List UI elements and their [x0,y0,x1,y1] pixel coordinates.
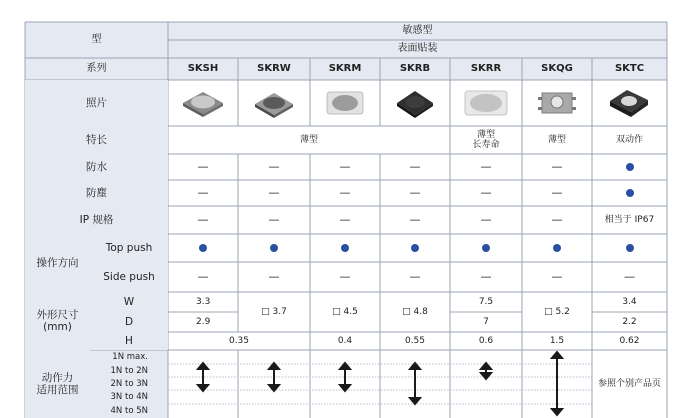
bullet-dot-icon [553,244,561,252]
dustproof-row-label: 防塵 [25,180,168,206]
side-push-skrr: — [480,269,492,283]
model-skqg: SKQG [541,63,573,75]
dim-skrr-d: 7 [483,316,489,327]
photo-skrb [397,91,433,118]
ip-sktc: 相当于 IP67 [604,214,655,225]
force-label: 动作力 适用范围 [25,350,90,418]
bullet-dot-icon [199,244,207,252]
side-push-sksh: — [197,269,209,283]
series-label: 系列 [86,63,107,75]
top-push-skrm [310,234,380,262]
side-push-label: Side push [90,262,168,292]
feature-skqg: 薄型 [547,134,566,145]
bullet-dot-icon [626,163,634,171]
force-arrow-skqg [552,352,562,415]
model-skrr: SKRR [470,63,502,75]
dim-h-sktc: 0.62 [619,335,640,346]
mount-label: 表面贴装 [397,43,438,55]
model-skrm: SKRM [328,63,362,75]
force-level-1: 1N max. [112,352,148,362]
feature-skrr: 薄型 长寿命 [472,129,500,150]
dim-h-skrr: 0.6 [478,335,494,346]
ip-skrr: — [480,212,492,226]
photo-row-label: 照片 [25,80,168,126]
waterproof-skqg: — [551,159,563,173]
photo-skrw [255,93,293,118]
feature-row-label: 特长 [25,126,168,154]
side-push-skrw: — [268,269,280,283]
dim-sktc-w: 3.4 [622,296,637,307]
bullet-dot-icon [270,244,278,252]
feature-thin: 薄型 [299,134,318,145]
h-label: H [90,332,168,350]
top-push-label: Top push [90,234,168,262]
waterproof-skrw: — [268,159,280,173]
dustproof-skrb: — [409,185,421,199]
photo-skrr [465,91,507,115]
photo-sksh [183,92,223,117]
force-arrow-skrb [410,363,420,404]
dim-skrw-wd: □ 3.7 [261,306,287,317]
dustproof-sksh: — [197,185,209,199]
force-level-3: 2N to 3N [110,379,148,389]
force-level-4: 3N to 4N [110,392,148,402]
side-push-sktc: — [624,269,635,283]
bullet-dot-icon [411,244,419,252]
ip-sksh: — [197,212,209,226]
d-label: D [90,312,168,332]
dim-skrr-w: 7.5 [478,296,494,307]
dustproof-skqg: — [551,185,563,199]
model-skrw: SKRW [257,63,291,75]
waterproof-row-label: 防水 [25,154,168,180]
bullet-dot-icon [626,244,634,252]
product-photos [168,80,667,126]
bullet-dot-icon [482,244,490,252]
bullet-dot-icon [341,244,349,252]
dimensions-label: 外形尺寸 (mm) [25,292,90,350]
dim-h-sksh-skrw: 0.35 [228,335,250,346]
model-sksh: SKSH [187,63,219,75]
model-skrb: SKRB [399,63,431,75]
ip-row-label: IP 规格 [25,206,168,234]
waterproof-skrm: — [339,159,351,173]
dim-skrm-wd: □ 4.5 [332,306,358,317]
waterproof-skrr: — [480,159,492,173]
top-push-sksh [168,234,238,262]
force-note: 参照个别产品页 [597,378,661,389]
type-label: 型 [91,34,102,46]
top-push-skrb [380,234,450,262]
force-level-2: 1N to 2N [110,366,148,376]
category-label: 敏感型 [402,25,433,37]
dustproof-skrm: — [339,185,351,199]
w-label: W [90,292,168,312]
model-sktc: SKTC [614,63,645,75]
top-push-skqg [522,234,592,262]
dim-sksh-d: 2.9 [196,316,211,327]
dim-skrb-wd: □ 4.8 [402,306,428,317]
side-push-skrb: — [409,269,421,283]
waterproof-sktc [592,154,667,180]
top-push-sktc [592,234,667,262]
dustproof-skrr: — [480,185,492,199]
dustproof-skrw: — [268,185,280,199]
dim-skqg-wd: □ 5.2 [544,306,570,317]
ip-skrw: — [268,212,280,226]
ip-skrb: — [409,212,421,226]
side-push-skrm: — [339,269,351,283]
feature-sktc: 双动作 [615,134,643,145]
top-push-skrw [238,234,310,262]
photo-skqg [538,93,576,113]
dim-sktc-d: 2.2 [622,316,637,327]
dim-h-skrm: 0.4 [337,335,353,346]
dim-h-skqg: 1.5 [549,335,565,346]
ip-skqg: — [551,212,563,226]
dustproof-sktc [592,180,667,206]
bullet-dot-icon [626,189,634,197]
top-push-skrr [450,234,522,262]
dim-h-skrb: 0.55 [404,335,426,346]
waterproof-skrb: — [409,159,421,173]
dim-sksh-w: 3.3 [196,296,211,307]
operation-direction-label: 操作方向 [25,234,90,292]
photo-sktc [610,90,648,117]
ip-skrm: — [339,212,351,226]
waterproof-sksh: — [197,159,209,173]
side-push-skqg: — [551,269,563,283]
photo-skrm [327,92,363,114]
force-level-5: 4N to 5N [110,406,148,416]
